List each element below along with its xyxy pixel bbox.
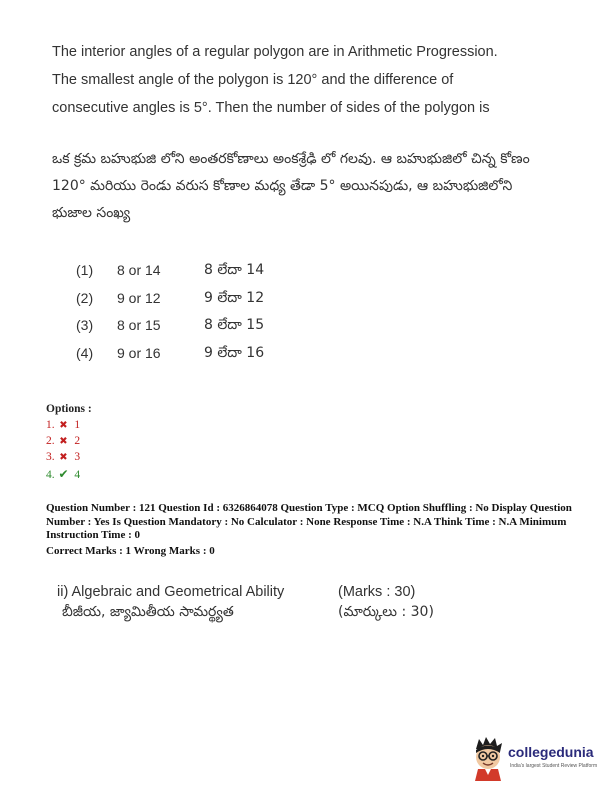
choice-english: 9 or 12 bbox=[117, 290, 161, 306]
question-marks: Correct Marks : 1 Wrong Marks : 0 bbox=[46, 544, 215, 557]
options-title: Options : bbox=[46, 403, 92, 415]
option-value: 2 bbox=[74, 435, 81, 447]
option-number: 1. bbox=[46, 419, 55, 431]
section-marks-english: (Marks : 30) bbox=[338, 584, 416, 600]
option-number: 2. bbox=[46, 435, 55, 447]
option-item bbox=[46, 467, 80, 482]
option-value: 1 bbox=[74, 419, 81, 431]
section-title-english: ii) Algebraic and Geometrical Ability bbox=[57, 584, 285, 600]
choice-telugu: 9 లేదా 12 bbox=[204, 290, 265, 306]
choice-number: (4) bbox=[76, 345, 94, 361]
choice-number: (2) bbox=[76, 290, 94, 306]
cross-icon: ✖ bbox=[59, 420, 68, 431]
cross-icon: ✖ bbox=[59, 452, 68, 463]
section-title-telugu: బీజీయ, జ్యామితీయ సామర్థ్యత bbox=[62, 604, 234, 620]
option-value: 4 bbox=[74, 469, 81, 481]
option-item bbox=[46, 419, 80, 434]
question-telugu: ఒక క్రమ బహుభుజి లోని అంతరకోణాలు అంకశ్రేఢి లో గలవు. ఆ బహుభుజిలో చిన్న కోణం 120° మరియు రెండు వరుస కోణాల మధ్య తేడా 5° అయినపుడు, ఆ బహుభుజిలోని భుజాల సంఖ్య bbox=[52, 151, 530, 221]
option-number: 3. bbox=[46, 451, 55, 463]
option-value: 3 bbox=[74, 451, 81, 463]
choice-english: 8 or 14 bbox=[117, 262, 161, 278]
choice-english: 9 or 16 bbox=[117, 345, 161, 361]
check-icon: ✔ bbox=[58, 467, 69, 481]
cross-icon: ✖ bbox=[59, 436, 68, 447]
section-marks-telugu: (మార్కులు : 30) bbox=[338, 604, 434, 620]
choice-number: (3) bbox=[76, 317, 94, 333]
collegedunia-logo bbox=[470, 735, 605, 785]
logo-name: collegedunia bbox=[508, 744, 594, 760]
option-item bbox=[46, 435, 80, 450]
choice-english: 8 or 15 bbox=[117, 317, 161, 333]
choice-telugu: 8 లేదా 14 bbox=[204, 262, 265, 278]
option-number: 4. bbox=[46, 469, 55, 481]
question-meta bbox=[46, 502, 576, 558]
logo-tagline: India's largest Student Review Platform bbox=[510, 763, 598, 769]
choice-number: (1) bbox=[76, 262, 94, 278]
question-english: The interior angles of a regular polygon are in Arithmetic Progression. The smallest angle of the polygon is 120° and the difference of consecutive angles is 5°. Then the number of sides of the polygon is bbox=[52, 44, 498, 116]
option-item bbox=[46, 451, 80, 466]
choice-telugu: 9 లేదా 16 bbox=[204, 345, 265, 361]
question-details: Question Number : 121 Question Id : 6326864078 Question Type : MCQ Option Shuffling : No Display Question Number : Yes Is Question Mandatory : No Calculator : None Response Time : N.A Think Time : N.A Minimum Instruction Time : 0 bbox=[46, 502, 572, 541]
choice-telugu: 8 లేదా 15 bbox=[204, 317, 265, 333]
mascot-icon bbox=[470, 735, 506, 781]
